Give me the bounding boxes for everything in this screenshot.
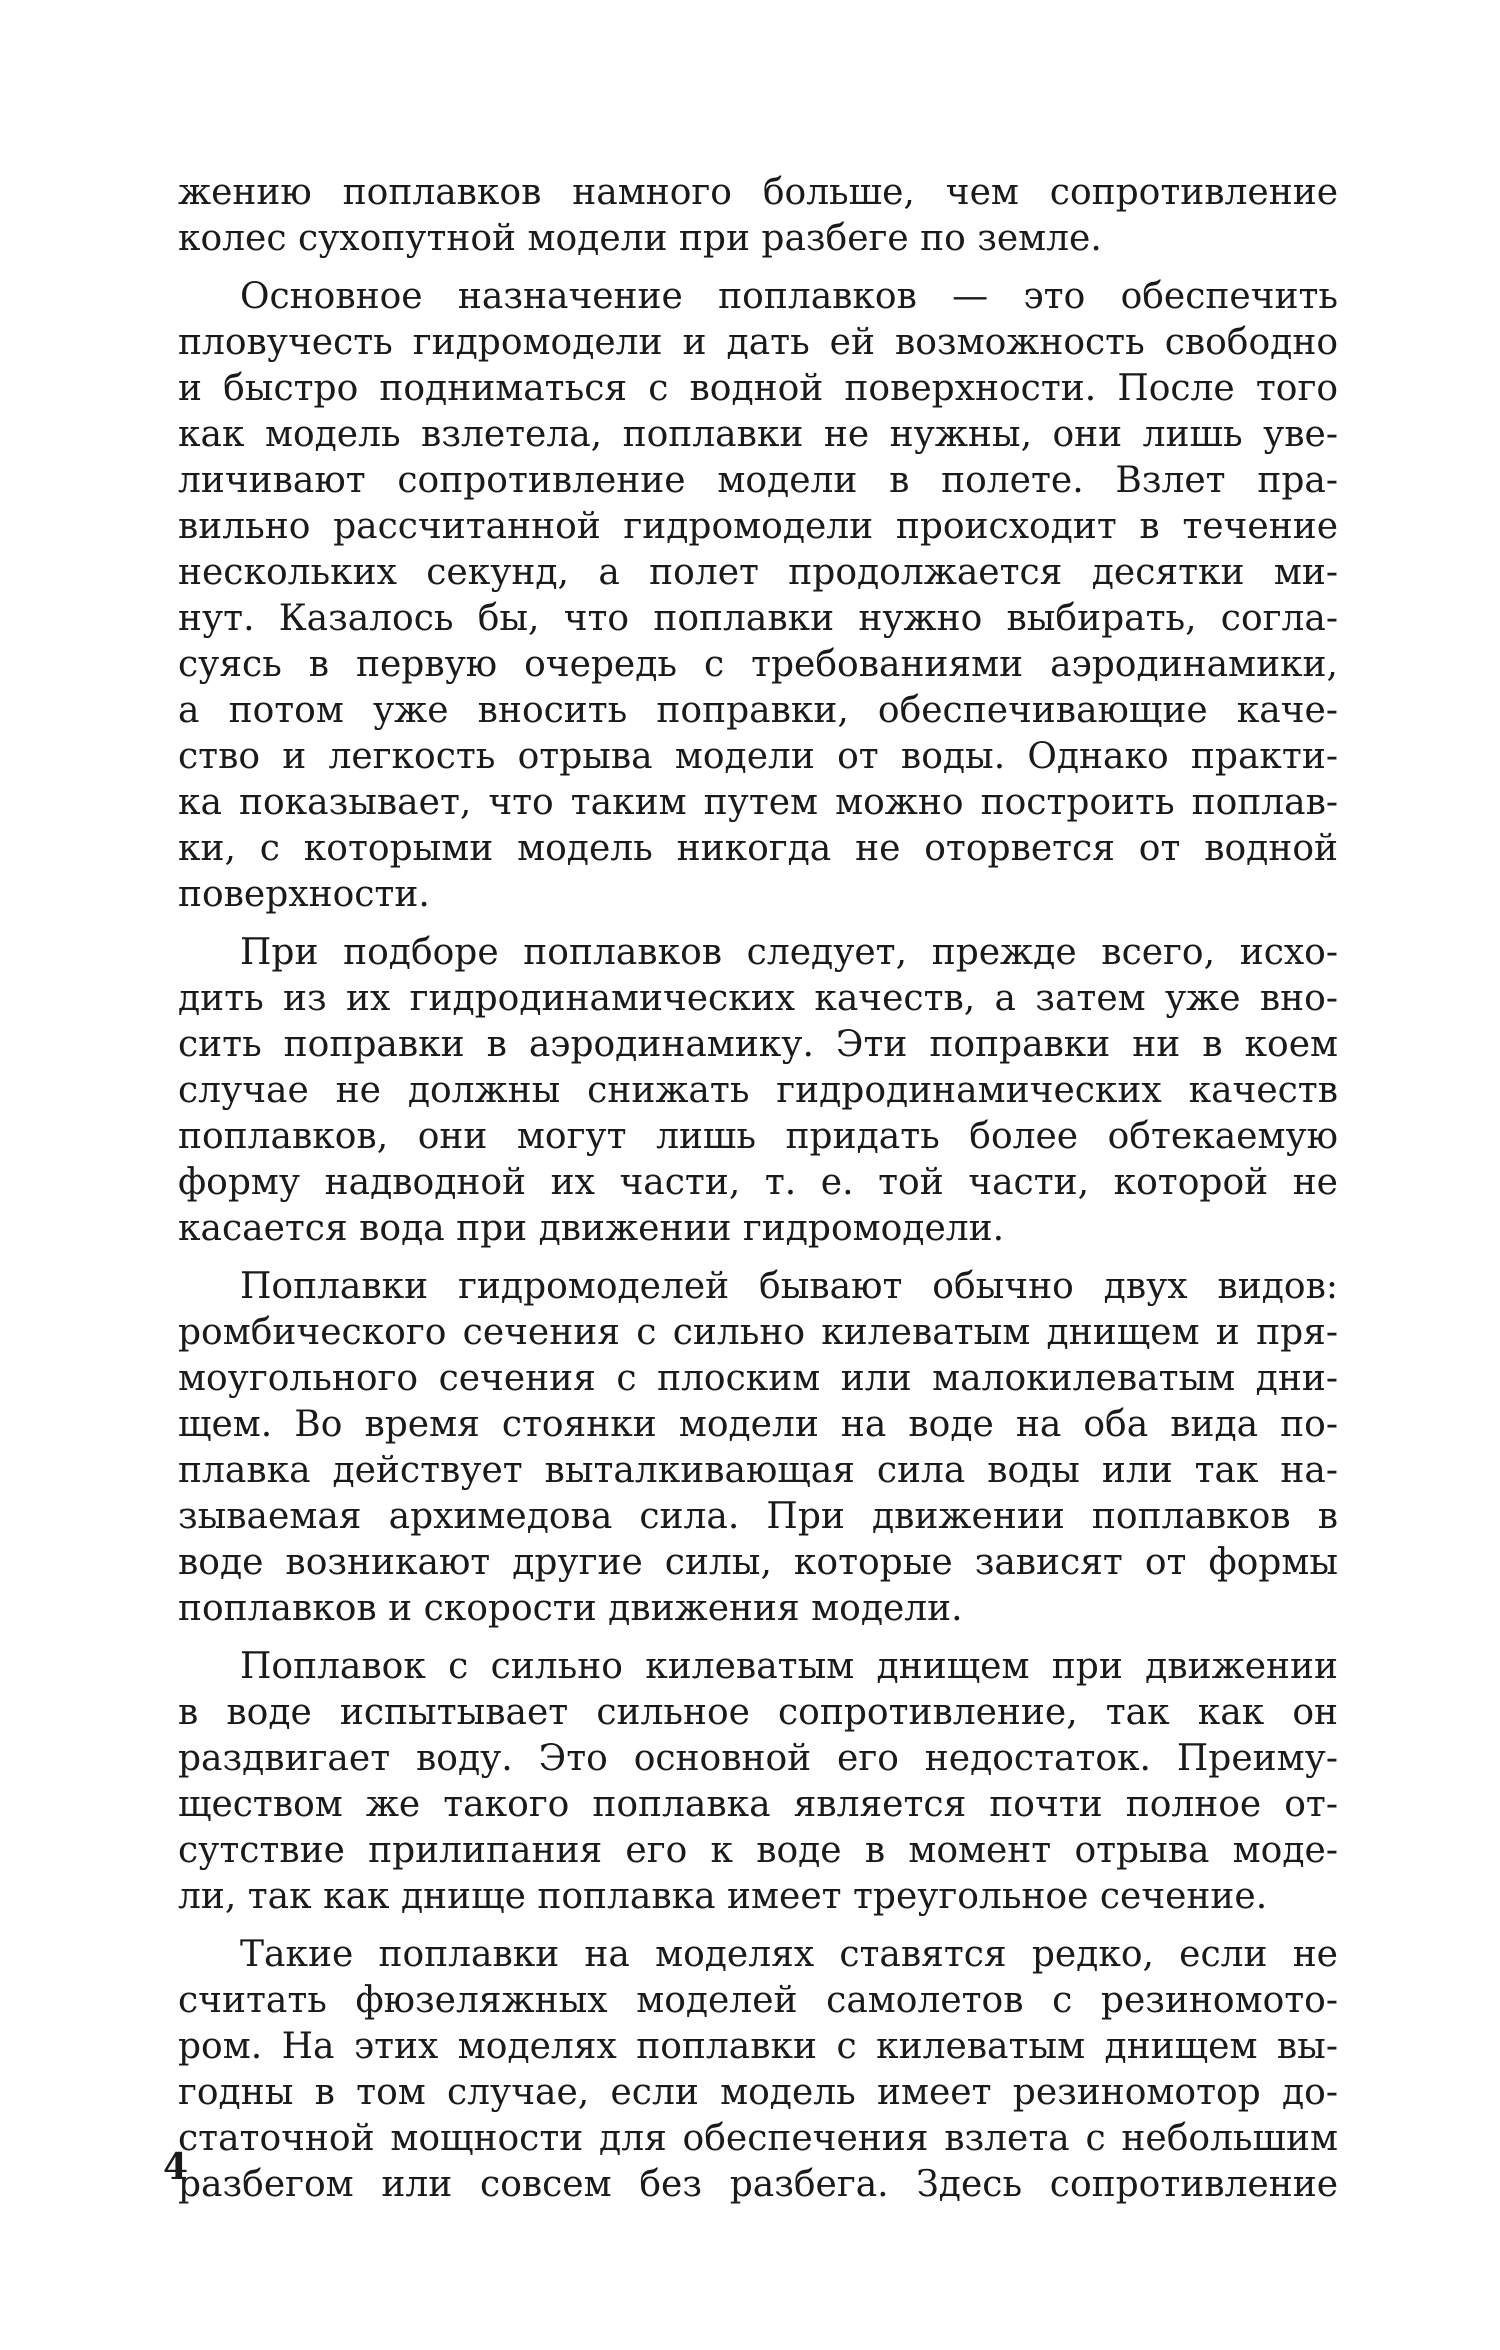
paragraph xyxy=(178,1932,1338,2208)
text-line: поплавков, они могут лишь придать более обтекаемую xyxy=(178,1116,1338,1157)
text-line: воде возникают другие силы, которые зависят от формы xyxy=(178,1542,1338,1583)
text-line: вильно рассчитанной гидромодели происходит в течение xyxy=(178,506,1338,547)
text-line: Поплавки гидромоделей бывают обычно двух видов: xyxy=(240,1266,1338,1307)
page-number: 4 xyxy=(163,2146,189,2188)
text-line: ка показывает, что таким путем можно построить поплав- xyxy=(178,782,1338,823)
text-line: касается вода при движении гидромодели. xyxy=(178,1208,1005,1249)
text-line: статочной мощности для обеспечения взлета с небольшим xyxy=(178,2118,1338,2159)
text-line: Основное назначение поплавков — это обеспечить xyxy=(240,276,1338,317)
text-line: а потом уже вносить поправки, обеспечивающие каче- xyxy=(178,690,1338,731)
text-line: нескольких секунд, а полет продолжается десятки ми- xyxy=(178,552,1338,593)
text-line: моугольного сечения с плоским или малокилеватым дни- xyxy=(178,1358,1338,1399)
text-line: ром. На этих моделях поплавки с килеватым днищем вы- xyxy=(178,2026,1338,2067)
text-line: ли, так как днище поплавка имеет треугольное сечение. xyxy=(178,1876,1268,1917)
text-line: сутствие прилипания его к воде в момент отрыва моде- xyxy=(178,1830,1338,1871)
text-line: При подборе поплавков следует, прежде всего, исхо- xyxy=(240,932,1338,973)
text-line: нут. Казалось бы, что поплавки нужно выбирать, согла- xyxy=(178,598,1338,639)
text-line: личивают сопротивление модели в полете. Взлет пра- xyxy=(178,460,1338,501)
text-line: годны в том случае, если модель имеет резиномотор до- xyxy=(178,2072,1338,2113)
text-line: в воде испытывает сильное сопротивление, так как он xyxy=(178,1692,1338,1733)
text-line: дить из их гидродинамических качеств, а затем уже вно- xyxy=(178,978,1338,1019)
text-line: Такие поплавки на моделях ставятся редко, если не xyxy=(240,1934,1338,1975)
text-line: как модель взлетела, поплавки не нужны, они лишь уве- xyxy=(178,414,1338,455)
text-line: раздвигает воду. Это основной его недостаток. Преиму- xyxy=(178,1738,1338,1779)
text-line: щем. Во время стоянки модели на воде на оба вида по- xyxy=(178,1404,1338,1445)
paragraph xyxy=(178,170,1338,262)
text-line: сить поправки в аэродинамику. Эти поправки ни в коем xyxy=(178,1024,1338,1065)
text-line: жению поплавков намного больше, чем сопротивление xyxy=(178,172,1338,213)
text-line: Поплавок с сильно килеватым днищем при движении xyxy=(240,1646,1338,1687)
page-body xyxy=(178,170,1338,2208)
paragraph xyxy=(178,930,1338,1252)
text-line: ство и легкость отрыва модели от воды. Однако практи- xyxy=(178,736,1338,777)
text-line: случае не должны снижать гидродинамических качеств xyxy=(178,1070,1338,1111)
text-line: и быстро подниматься с водной поверхности. После того xyxy=(178,368,1338,409)
text-line: ществом же такого поплавка является почти полное от- xyxy=(178,1784,1338,1825)
text-line: форму надводной их части, т. е. той части, которой не xyxy=(178,1162,1338,1203)
paragraph xyxy=(178,1644,1338,1920)
text-line: пловучесть гидромодели и дать ей возможность свободно xyxy=(178,322,1338,363)
text-line: ки, с которыми модель никогда не оторвется от водной xyxy=(178,828,1338,869)
paragraph xyxy=(178,274,1338,918)
text-line: колес сухопутной модели при разбеге по земле. xyxy=(178,218,1102,259)
text-line: считать фюзеляжных моделей самолетов с резиномото- xyxy=(178,1980,1338,2021)
text-column xyxy=(178,170,1338,2208)
text-line: суясь в первую очередь с требованиями аэродинамики, xyxy=(178,644,1338,685)
text-line: плавка действует выталкивающая сила воды или так на- xyxy=(178,1450,1338,1491)
text-line: ромбического сечения с сильно килеватым днищем и пря- xyxy=(178,1312,1338,1353)
paragraph xyxy=(178,1264,1338,1632)
text-line: зываемая архимедова сила. При движении поплавков в xyxy=(178,1496,1338,1537)
text-line: поплавков и скорости движения модели. xyxy=(178,1588,963,1629)
text-line: поверхности. xyxy=(178,874,430,915)
text-line: разбегом или совсем без разбега. Здесь сопротивление xyxy=(178,2164,1338,2205)
